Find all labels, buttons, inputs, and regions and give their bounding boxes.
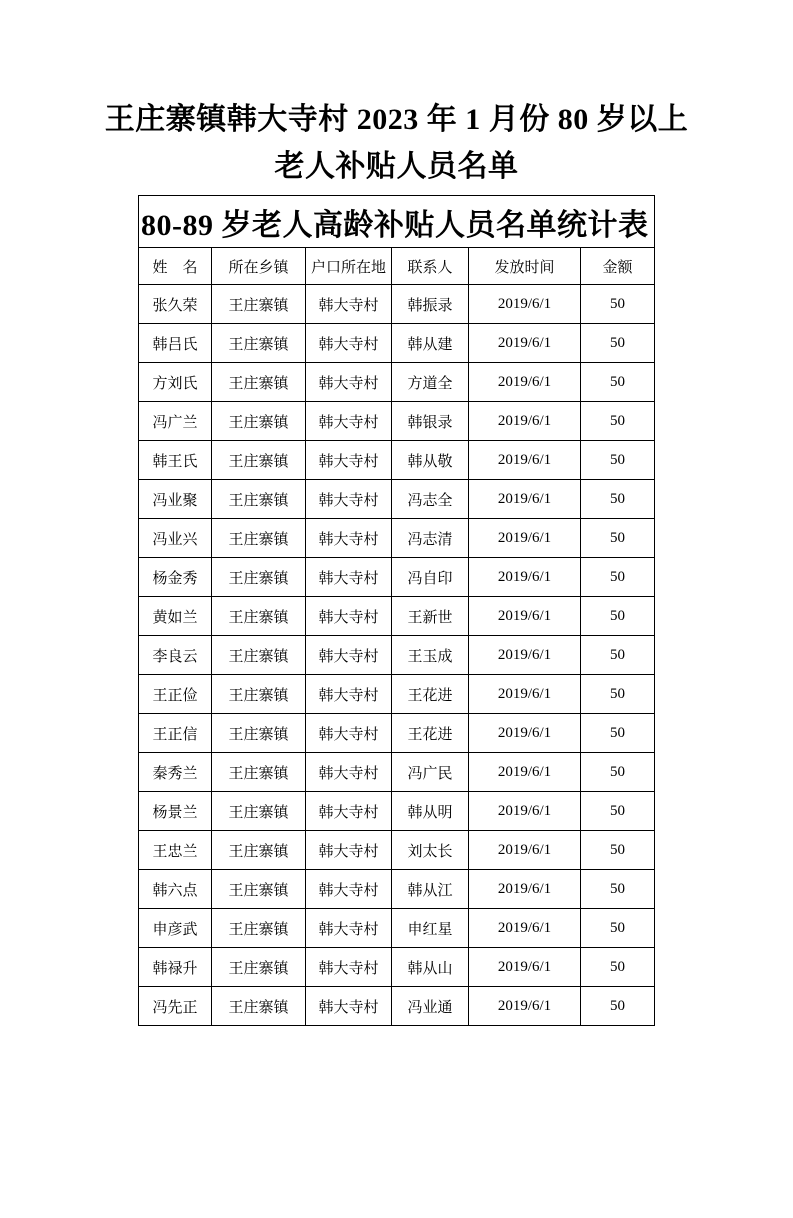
table-cell: 韩从山 [391,948,468,987]
table-cell: 王庄寨镇 [211,636,305,675]
table-row [138,714,654,753]
table-cell: 50 [580,831,654,870]
table-cell: 王庄寨镇 [211,363,305,402]
column-header-name: 姓 名 [138,248,211,285]
table-cell: 王庄寨镇 [211,441,305,480]
document-page [0,96,793,1218]
table-cell: 韩从明 [391,792,468,831]
table-cell: 50 [580,402,654,441]
table-cell: 冯先正 [138,987,211,1026]
table-cell: 2019/6/1 [468,285,580,324]
table-cell: 王庄寨镇 [211,831,305,870]
table-cell: 王庄寨镇 [211,714,305,753]
column-header-household: 户口所在地 [305,248,391,285]
table-row [138,675,654,714]
table-cell: 韩银录 [391,402,468,441]
table-cell: 50 [580,675,654,714]
table-cell: 韩从江 [391,870,468,909]
table-cell: 王庄寨镇 [211,987,305,1026]
table-cell: 50 [580,558,654,597]
table-cell: 申红星 [391,909,468,948]
table-row [138,909,654,948]
table-body [138,196,654,1026]
table-cell: 韩大寺村 [305,948,391,987]
table-cell: 韩王氏 [138,441,211,480]
table-row [138,792,654,831]
table-cell: 冯自印 [391,558,468,597]
table-header-row [138,248,654,285]
table-cell: 韩大寺村 [305,675,391,714]
table-cell: 2019/6/1 [468,441,580,480]
table-cell: 韩振录 [391,285,468,324]
table-cell: 2019/6/1 [468,753,580,792]
table-cell: 50 [580,870,654,909]
table-cell: 王庄寨镇 [211,402,305,441]
table-row [138,324,654,363]
table-cell: 冯广民 [391,753,468,792]
table-cell: 50 [580,519,654,558]
table-cell: 方道全 [391,363,468,402]
table-cell: 50 [580,987,654,1026]
table-cell: 50 [580,597,654,636]
table-cell: 韩大寺村 [305,558,391,597]
table-cell: 韩大寺村 [305,792,391,831]
table-cell: 王玉成 [391,636,468,675]
table-cell: 方刘氏 [138,363,211,402]
table-cell: 50 [580,285,654,324]
table-cell: 冯业通 [391,987,468,1026]
table-cell: 2019/6/1 [468,987,580,1026]
table-cell: 50 [580,948,654,987]
table-cell: 韩大寺村 [305,909,391,948]
table-row [138,519,654,558]
table-cell: 冯业兴 [138,519,211,558]
table-cell: 秦秀兰 [138,753,211,792]
table-cell: 2019/6/1 [468,792,580,831]
table-cell: 2019/6/1 [468,519,580,558]
column-header-contact: 联系人 [391,248,468,285]
table-row [138,558,654,597]
table-cell: 2019/6/1 [468,324,580,363]
table-cell: 王庄寨镇 [211,948,305,987]
table-row [138,831,654,870]
table-cell: 申彦武 [138,909,211,948]
table-cell: 50 [580,792,654,831]
table-cell: 王庄寨镇 [211,675,305,714]
table-cell: 李良云 [138,636,211,675]
table-cell: 王庄寨镇 [211,792,305,831]
table-cell: 2019/6/1 [468,714,580,753]
table-cell: 韩大寺村 [305,519,391,558]
table-row [138,597,654,636]
column-header-amount: 金额 [580,248,654,285]
table-cell: 王花进 [391,675,468,714]
table-row [138,285,654,324]
table-cell: 韩从敬 [391,441,468,480]
table-cell: 韩大寺村 [305,636,391,675]
table-cell: 冯业聚 [138,480,211,519]
table-cell: 50 [580,636,654,675]
table-cell: 王花进 [391,714,468,753]
table-cell: 杨金秀 [138,558,211,597]
table-cell: 2019/6/1 [468,909,580,948]
table-cell: 王正俭 [138,675,211,714]
table-cell: 50 [580,909,654,948]
table-cell: 2019/6/1 [468,480,580,519]
table-cell: 50 [580,714,654,753]
table-cell: 2019/6/1 [468,675,580,714]
table-cell: 王庄寨镇 [211,753,305,792]
table-cell: 韩六点 [138,870,211,909]
table-cell: 50 [580,363,654,402]
table-cell: 韩大寺村 [305,441,391,480]
table-cell: 2019/6/1 [468,558,580,597]
table-row [138,948,654,987]
table-row [138,480,654,519]
table-cell: 2019/6/1 [468,363,580,402]
table-cell: 韩大寺村 [305,324,391,363]
table-cell: 王新世 [391,597,468,636]
table-cell: 王庄寨镇 [211,597,305,636]
table-cell: 王忠兰 [138,831,211,870]
table-cell: 韩从建 [391,324,468,363]
subsidy-table [138,195,655,1026]
table-cell: 黄如兰 [138,597,211,636]
table-cell: 王庄寨镇 [211,285,305,324]
table-title-row [138,196,654,248]
table-row [138,987,654,1026]
table-row [138,363,654,402]
table-cell: 王庄寨镇 [211,870,305,909]
table-cell: 韩大寺村 [305,870,391,909]
table-cell: 冯广兰 [138,402,211,441]
table-cell: 刘太长 [391,831,468,870]
table-cell: 2019/6/1 [468,636,580,675]
table-cell: 韩大寺村 [305,831,391,870]
table-cell: 杨景兰 [138,792,211,831]
table-cell: 2019/6/1 [468,870,580,909]
table-cell: 50 [580,441,654,480]
table-cell: 冯志全 [391,480,468,519]
table-row [138,753,654,792]
table-cell: 韩禄升 [138,948,211,987]
table-cell: 韩大寺村 [305,363,391,402]
table-cell: 冯志清 [391,519,468,558]
table-cell: 王正信 [138,714,211,753]
table-row [138,441,654,480]
table-cell: 张久荣 [138,285,211,324]
document-title [0,96,793,190]
table-cell: 50 [580,753,654,792]
table-title: 80-89 岁老人高龄补贴人员名单统计表 [138,196,654,248]
table-cell: 50 [580,480,654,519]
table-cell: 韩大寺村 [305,753,391,792]
table-cell: 50 [580,324,654,363]
table-row [138,636,654,675]
table-cell: 2019/6/1 [468,831,580,870]
table-cell: 王庄寨镇 [211,480,305,519]
table-cell: 韩大寺村 [305,480,391,519]
column-header-town: 所在乡镇 [211,248,305,285]
document-title-line-1: 王庄寨镇韩大寺村 2023 年 1 月份 80 岁以上 [104,103,689,136]
table-cell: 韩大寺村 [305,402,391,441]
table-cell: 2019/6/1 [468,402,580,441]
table-cell: 韩大寺村 [305,714,391,753]
document-title-line-2: 老人补贴人员名单 [274,150,519,183]
table-cell: 王庄寨镇 [211,519,305,558]
table-cell: 2019/6/1 [468,597,580,636]
table-row [138,870,654,909]
table-cell: 王庄寨镇 [211,909,305,948]
table-cell: 2019/6/1 [468,948,580,987]
table-cell: 韩吕氏 [138,324,211,363]
table-cell: 王庄寨镇 [211,558,305,597]
table-cell: 韩大寺村 [305,597,391,636]
table-cell: 韩大寺村 [305,987,391,1026]
table-row [138,402,654,441]
table-cell: 韩大寺村 [305,285,391,324]
column-header-issue-date: 发放时间 [468,248,580,285]
table-cell: 王庄寨镇 [211,324,305,363]
